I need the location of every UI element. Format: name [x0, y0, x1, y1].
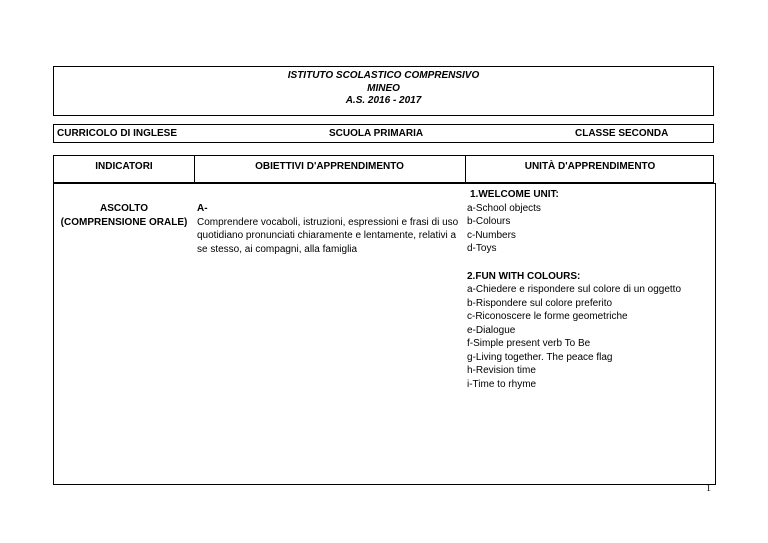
- indicator-cell: [54, 184, 194, 484]
- unit-block: [465, 188, 715, 256]
- col-unita: UNITÀ D'APPRENDIMENTO: [524, 161, 656, 172]
- class-level: CLASSE SECONDA: [575, 128, 669, 139]
- unit-title: 1.WELCOME UNIT:: [470, 189, 559, 200]
- objective-line: se stesso, ai compagni, alla famiglia: [197, 243, 358, 255]
- unit-item: a-School objects: [467, 202, 541, 214]
- curriculum-row: [53, 183, 716, 485]
- unit-item: c-Riconoscere le forme geometriche: [467, 311, 628, 322]
- school-year: A.S. 2016 - 2017: [345, 95, 422, 106]
- unit-title: 2.FUN WITH COLOURS:: [467, 270, 581, 282]
- unit-item: d-Toys: [467, 243, 497, 254]
- school-header: [53, 66, 714, 116]
- objective-cell: [194, 184, 465, 484]
- page-number: 1: [706, 483, 711, 494]
- unit-item: b-Rispondere sul colore preferito: [467, 297, 613, 309]
- unit-item: f-Simple present verb To Be: [467, 338, 591, 349]
- curriculum-subheader: [53, 124, 714, 143]
- school-town: MINEO: [367, 82, 400, 94]
- unit-item: h-Revision time: [467, 365, 536, 376]
- unit-item: g-Living together. The peace flag: [467, 351, 613, 363]
- school-name: ISTITUTO SCOLASTICO COMPRENSIVO: [287, 70, 480, 81]
- unit-item: b-Colours: [467, 216, 511, 227]
- objective-letter: A-: [197, 203, 208, 214]
- unit-item: i-Time to rhyme: [467, 378, 537, 390]
- unit-block: [465, 270, 715, 392]
- unit-item: a-Chiedere e rispondere sul colore di un oggetto: [467, 284, 682, 295]
- indicator-title: ASCOLTO: [100, 203, 148, 214]
- objective-line: quotidiano pronunciati chiaramente e lentamente, relativi a: [197, 230, 457, 241]
- school-level: SCUOLA PRIMARIA: [329, 128, 424, 139]
- curriculum-title: CURRICOLO DI INGLESE: [57, 128, 178, 139]
- col-obiettivi: OBIETTIVI D'APPRENDIMENTO: [255, 161, 404, 172]
- unit-item: c-Numbers: [467, 229, 516, 241]
- col-indicatori: INDICATORI: [95, 161, 153, 172]
- column-headers: [53, 155, 714, 183]
- unit-item: e-Dialogue: [467, 324, 516, 336]
- objective-line: Comprendere vocaboli, istruzioni, espressioni e frasi di uso: [197, 216, 459, 228]
- units-cell: [465, 184, 715, 484]
- indicator-subtitle: (COMPRENSIONE ORALE): [60, 216, 188, 228]
